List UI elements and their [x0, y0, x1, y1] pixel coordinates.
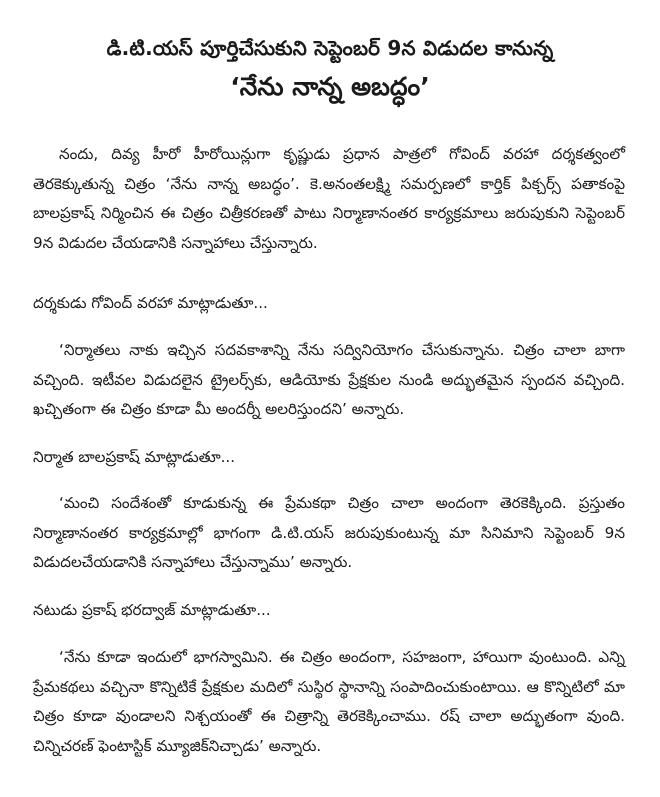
intro-paragraph: నందు, దివ్య హీరో హీరోయిన్లుగా కృష్ణుడు ప్రధాన పాత్రలో గోవింద్ వరహా దర్శకత్వంలో తెరకెక్కుతున్న చిత్రం ‘నేను నాన్న అబద్ధం’. కె.అనంతలక్ష్మి సమర్పణలో కార్తిక్ పిక్చర్స్ పతాకంపై బాలప్రకాష్ నిర్మించిన ఈ చిత్రం చిత్రీకరణతో పాటు నిర్మాణానంతర కార్యక్రమాలు జరుపుకుని సెప్టెంబర్ 9న విడుదల చేయడానికి సన్నాహాలు చేస్తున్నారు. [33, 145, 625, 252]
actor-quote-paragraph: ‘నేను కూడా ఇందులో భాగస్వామిని. ఈ చిత్రం అందంగా, సహజంగా, హాయిగా వుంటుంది. ఎన్ని ప్రేమకథలు వచ్చినా కొన్నిటికే ప్రేక్షకుల మదిలో సుస్థిర స్థానాన్ని సంపాదించుకుంటాయి. ఆ కొన్నిటిలో మా చిత్రం కూడా వుండాలని నిశ్చయంతో ఈ చిత్రాన్ని తెరకెక్కించాము. రష్ చాలా అద్భుతంగా వుంది. చిన్నిచరణ్ ఫెంటాస్టిక్ మ్యూజిక్‌నిచ్చాడు’ అన్నారు. [33, 648, 625, 755]
producer-quote-paragraph: ‘మంచి సందేశంతో కూడుకున్న ఈ ప్రేమకథా చిత్రం చాలా అందంగా తెరకెక్కింది. ప్రస్తుతం నిర్మాణానంతర కార్యక్రమాల్లో భాగంగా డి.టి.యస్ జరుపుకుంటున్న మా సినిమాని సెప్టెంబర్ 9న విడుదలచేయడానికి సన్నాహాలు చేస్తున్నాము’ అన్నారు. [33, 494, 625, 571]
actor-intro-line: నటుడు ప్రకాష్ భరద్వాజ్ మాట్లాడుతూ... [33, 601, 271, 619]
headline-line-1: డి.టి.యస్ పూర్తిచేసుకుని సెప్టెంబర్ 9న విడుదల కానున్న [106, 36, 554, 60]
director-intro-line: దర్శకుడు గోవింద్ వరహా మాట్లాడుతూ... [33, 294, 268, 312]
headline-movie-title: ‘నేను నాన్న అబద్ధం’ [230, 72, 430, 101]
producer-intro-line: నిర్మాత బాలప్రకాష్ మాట్లాడుతూ... [33, 448, 236, 466]
director-quote-paragraph: ‘నిర్మాతలు నాకు ఇచ్చిన సదవకాశాన్ని నేను సద్వినియోగం చేసుకున్నాను. చిత్రం చాలా బాగా వచ్చింది. ఇటీవల విడుదలైన ట్రైలర్స్‌కు, ఆడియోకు ప్రేక్షకుల నుండి అద్భుతమైన స్పందన వచ్చింది. ఖచ్చితంగా ఈ చిత్రం కూడా మీ అందర్నీ అలరిస్తుందని’ అన్నారు. [33, 341, 625, 418]
